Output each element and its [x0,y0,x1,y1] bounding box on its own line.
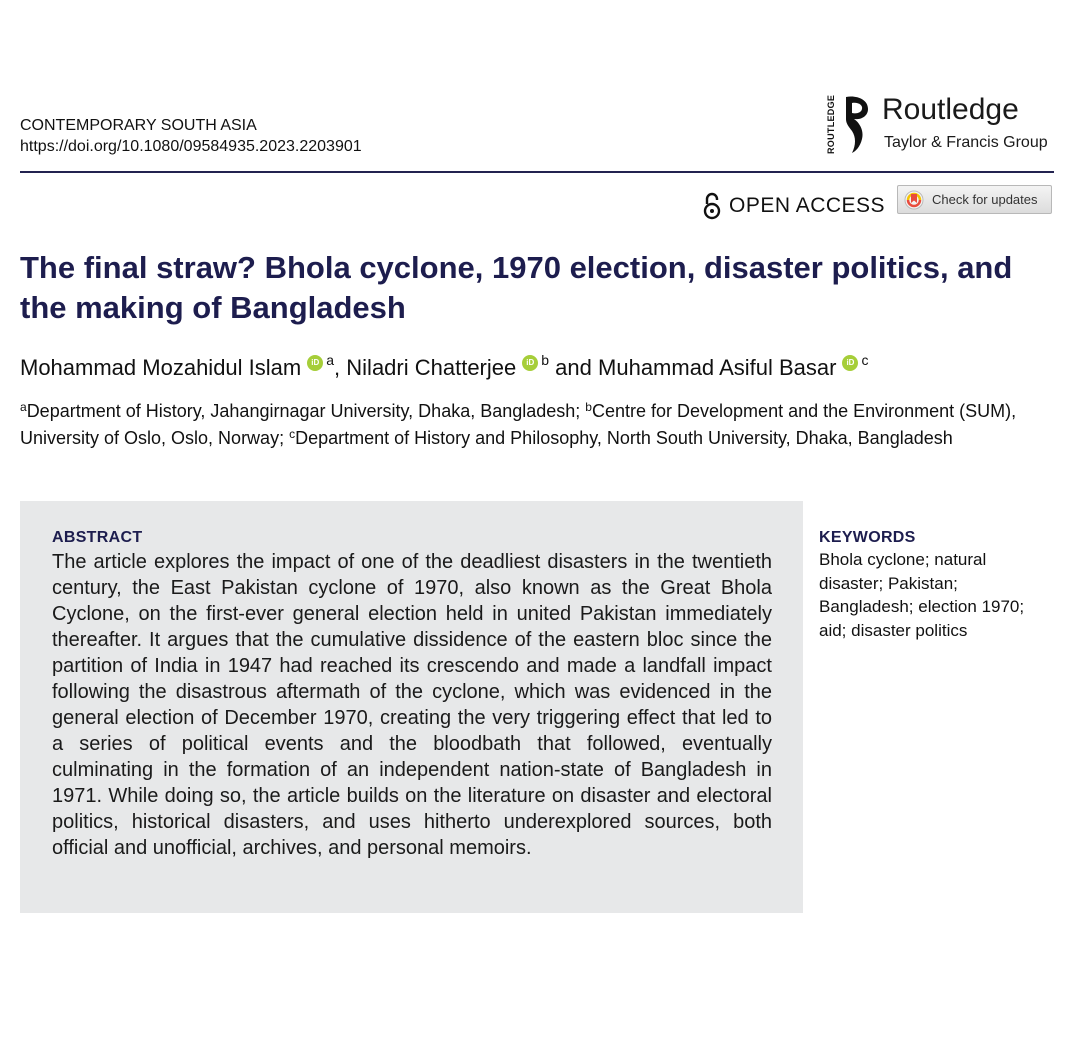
publisher-group: Taylor & Francis Group [884,134,1048,151]
author-affiliation-marker: a [326,352,335,368]
affiliation-marker: c [289,426,296,441]
author-affiliation-marker: c [861,352,869,368]
orcid-glyph: iD [526,358,535,367]
author-list [20,344,868,384]
abstract-text: The article explores the impact of one of the deadliest disasters in the twentieth century, the East Pakistan cyclone of 1970, also known as the Great Bhola Cyclone, on the first-ever general election held in united Pakistan immediately thereafter. It argues that the cumulative dissidence of the eastern bloc since the partition of India in 1947 had reached its crescendo and made a landfall impact following the disastrous aftermath of the cyclone, which was evidenced in the general election of December 1970, creating the very triggering effect that led to a series of political events and the bloodbath that followed, eventually culminating in the formation of an independent nation-state of Bangladesh in 1971. While doing so, the article builds on the literature on disaster and electoral politics, historical disasters, and uses hitherto underexplored sources, both official and unofficial, archives, and personal memoirs. [52,551,772,859]
affiliation-marker: b [585,400,592,414]
journal-header [20,115,362,157]
orcid-icon[interactable] [522,355,538,371]
affiliation-text: Centre for Development and the Environment (SUM), University of Oslo, Oslo, Norway; [20,401,1017,448]
routledge-logo-icon [842,93,874,155]
open-access-badge [703,191,885,221]
author-separator: , [334,355,341,380]
orcid-glyph: iD [846,358,855,367]
check-for-updates-button[interactable] [897,185,1052,214]
journal-name: CONTEMPORARY SOUTH ASIA [20,117,257,134]
author-name[interactable]: Mohammad Mozahidul Islam [20,355,302,380]
keywords-text: Bhola cyclone; natural disaster; Pakistan; Bangladesh; election 1970; aid; disaster politics [819,550,1025,640]
author-affiliation-marker: b [541,352,550,368]
affiliation-text: Department of History and Philosophy, North South University, Dhaka, Bangladesh [295,427,953,448]
author-name[interactable]: Niladri Chatterjee [346,355,517,380]
check-for-updates-icon [904,190,924,210]
author-separator: and [555,355,592,380]
publisher-name: Routledge [882,93,1019,126]
orcid-glyph: iD [311,358,320,367]
article-title: The final straw? Bhola cyclone, 1970 election, disaster politics, and the making of Bangladesh [20,250,1013,325]
header-divider [20,171,1054,173]
affiliations [20,398,1020,451]
open-lock-icon [703,192,721,220]
open-access-label: OPEN ACCESS [729,194,886,217]
affiliation-marker: a [20,400,27,414]
affiliation-text: Department of History, Jahangirnagar University, Dhaka, Bangladesh; [26,401,586,421]
publisher-vertical-label: ROUTLEDGE [826,94,836,154]
orcid-icon[interactable] [842,355,858,371]
check-for-updates-label: Check for updates [932,192,1038,207]
abstract-panel [20,501,803,913]
author-name[interactable]: Muhammad Asiful Basar [598,355,837,380]
publisher-logo [826,91,1056,157]
keywords-heading: KEYWORDS [819,529,916,546]
doi-link[interactable]: https://doi.org/10.1080/09584935.2023.2203901 [20,138,362,155]
orcid-icon[interactable] [307,355,323,371]
abstract-heading: ABSTRACT [52,529,143,546]
